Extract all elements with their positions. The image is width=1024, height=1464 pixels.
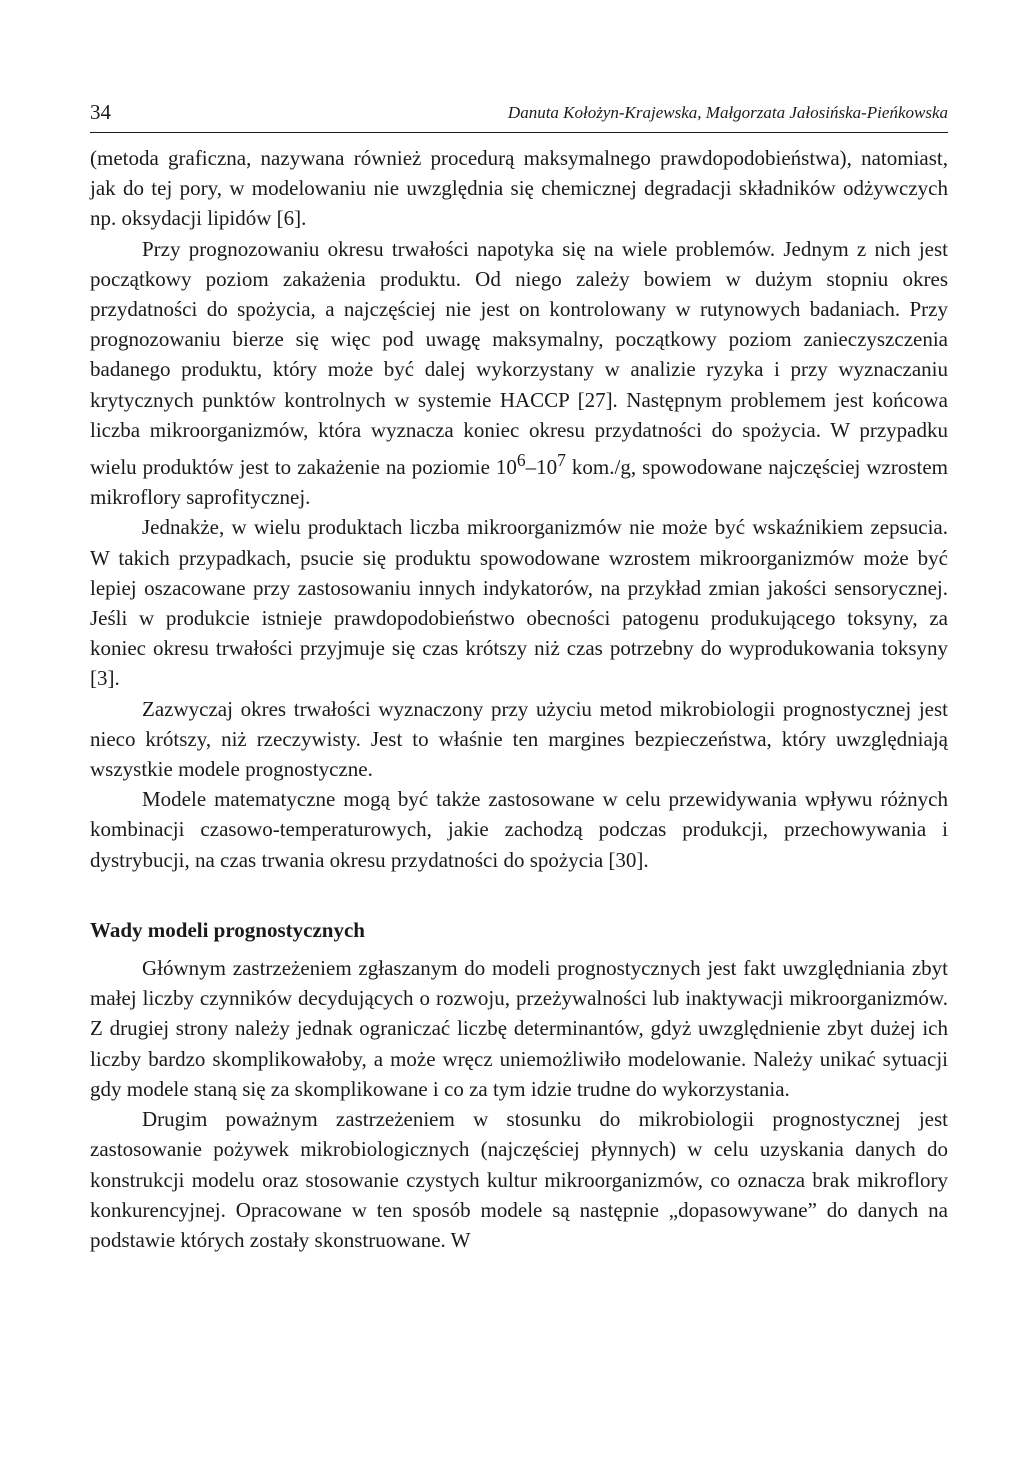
paragraph-3: Jednakże, w wielu produktach liczba mikroorganizmów nie może być wskaźnikiem zepsucia. W takich przypadkach, psucie się produktu spowodowane wzrostem mikroorganizmów może być lepiej oszacowane przy zastosowaniu innych indykatorów, na przykład zmian jakości sensorycznej. Jeśli w produkcie istnieje prawdopodobieństwo obecności patogenu produkującego toksyny, za koniec okresu trwałości przyjmuje się czas krótszy niż czas potrzebny do wyprodukowania toksyny [3].: [90, 515, 948, 691]
section-heading: Wady modeli prognostycznych: [90, 917, 365, 942]
paragraph-2: [90, 234, 948, 513]
exponent-base: 10: [536, 455, 558, 480]
page-number: 34: [90, 100, 111, 124]
paragraph-7: Drugim poważnym zastrzeżeniem w stosunku do mikrobiologii prognostycznej jest zastosowanie pożywek mikrobiologicznych (najczęściej płynnych) w celu uzyskania danych do konstrukcji modelu oraz stosowanie czystych kultur mikroorganizmów, co oznacza brak mikroflory konkurencyjnej. Opracowane w ten sposób modele są następnie „dopasowywane” do danych na podstawie których zostały skonstruowane. W: [90, 1107, 948, 1252]
paragraph-5: Modele matematyczne mogą być także zastosowane w celu przewidywania wpływu różnych kombinacji czasowo-temperaturowych, jakie zachodzą podczas produkcji, przechowywania i dystrybucji, na czas trwania okresu przydatności do spożycia [30].: [90, 787, 948, 872]
header-authors: Danuta Kołożyn-Krajewska, Małgorzata Jałosińska-Pieńkowska: [507, 103, 948, 122]
exponent-value: 7: [557, 450, 566, 471]
paragraph-1: (metoda graficzna, nazywana również procedurą maksymalnego prawdopodobieństwa), natomiast, jak do tej pory, w modelowaniu nie uwzględnia się chemicznej degradacji składników odżywczych np. oksydacji lipidów [6].: [90, 146, 948, 231]
paragraph-4: Zazwyczaj okres trwałości wyznaczony przy użyciu metod mikrobiologii prognostycznej jest nieco krótszy, niż rzeczywisty. Jest to właśnie ten margines bezpieczeństwa, który uwzględniają wszystkie modele prognostyczne.: [90, 696, 948, 782]
exponent-value: 6: [516, 450, 526, 471]
paragraph-2-end: kom./g, spowodowane najczęściej wzrostem mikroflory saprofitycznej.: [90, 455, 949, 510]
exponent-base: 10: [495, 455, 517, 480]
paragraph-2-text: Przy prognozowaniu okresu trwałości napotyka się na wiele problemów. Jednym z nich jest początkowy poziom zakażenia produktu. Od niego zależy bowiem w dużym stopniu okres przydatności do spożycia, a najczęściej nie jest on kontrolowany w rutynowych badaniach. Przy prognozowaniu bierze się więc pod uwagę maksymalny, początkowy poziom zanieczyszczenia badanego produktu, który może być dalej wykorzystany w analizie ryzyka i przy wyznaczaniu krytycznych punktów kontrolnych w systemie HACCP [27]. Następnym problemem jest końcowa liczba mikroorganizmów, która wyznacza koniec okresu przydatności do spożycia. W przypadku wielu produktów jest to zakażenie na poziomie: [90, 236, 948, 480]
body-text: [90, 143, 948, 1255]
range-dash: –: [525, 455, 537, 480]
paragraph-6: Głównym zastrzeżeniem zgłaszanym do modeli prognostycznych jest fakt uwzględniania zbyt małej liczby czynników decydujących o rozwoju, przeżywalności lub inaktywacji mikroorganizmów. Z drugiej strony należy jednak ograniczać liczbę determinantów, gdyż uwzględnienie zbyt dużej ich liczby bardzo skomplikowałoby, a może wręcz uniemożliwiło modelowanie. Należy unikać sytuacji gdy modele staną się za skomplikowane i co za tym idzie trudne do wykorzystania.: [90, 956, 948, 1101]
running-header: [90, 96, 948, 133]
